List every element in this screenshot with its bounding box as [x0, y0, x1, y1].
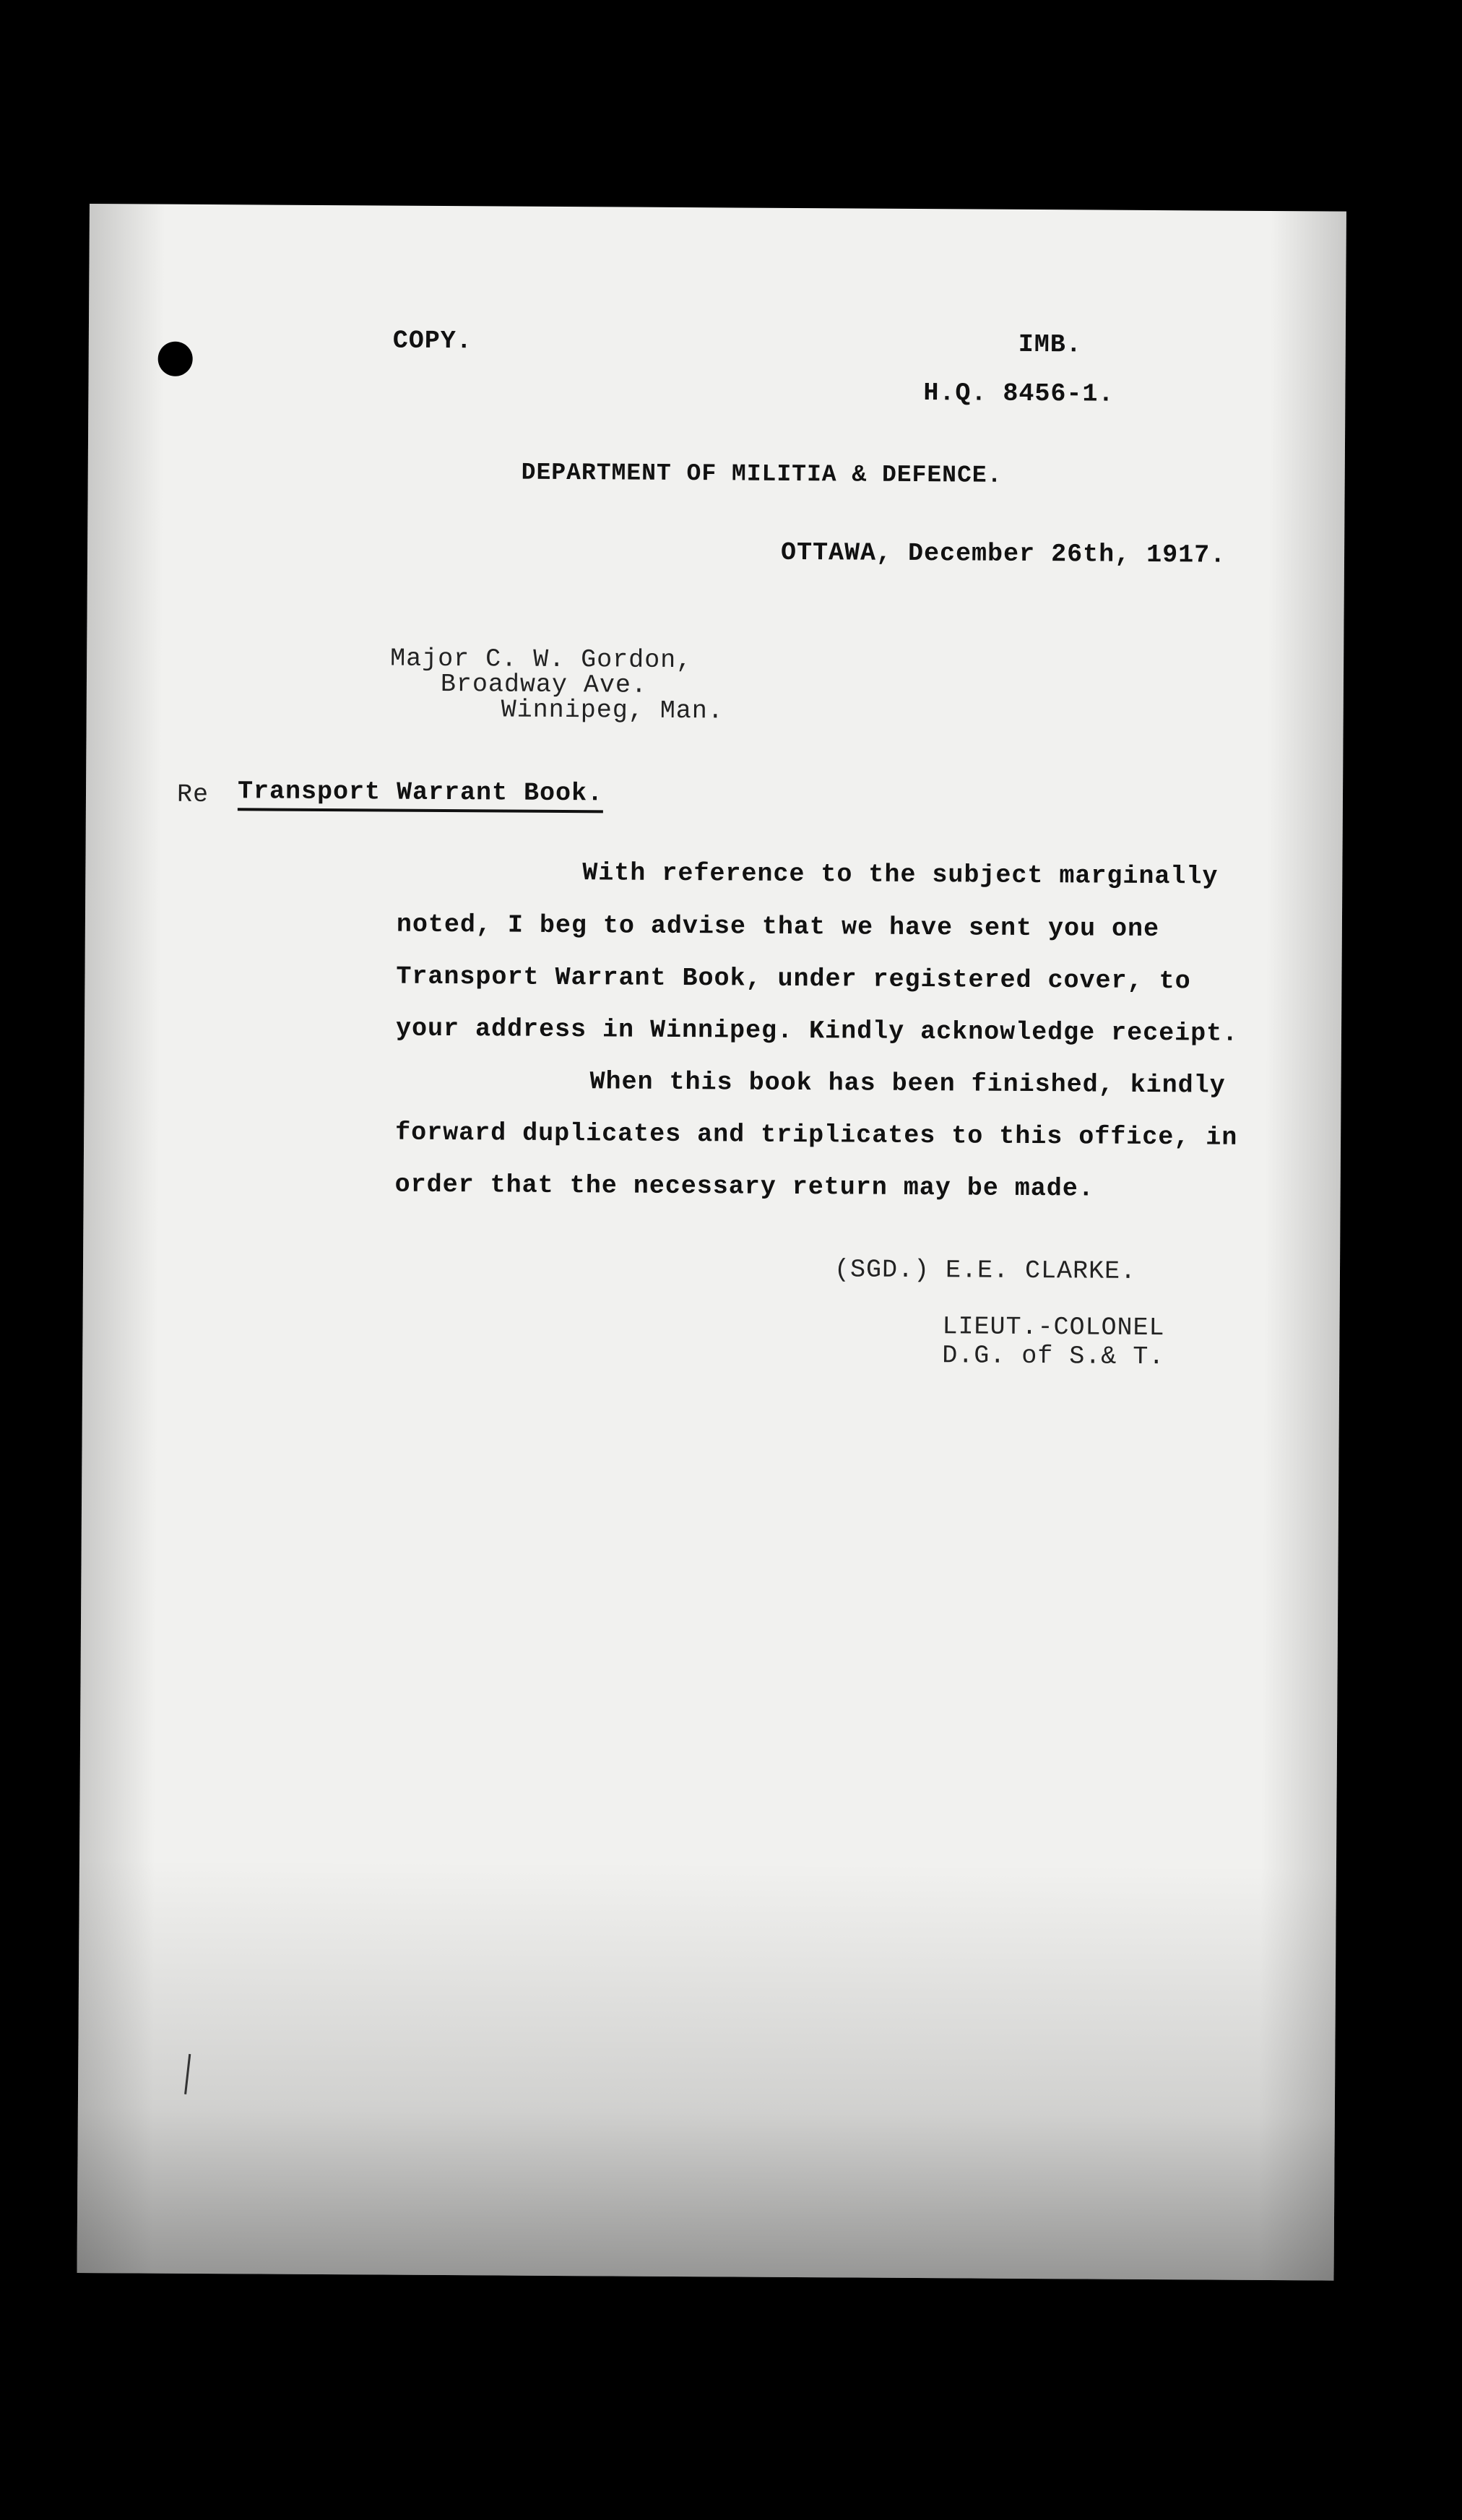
letter-page: [77, 204, 1346, 2281]
copy-label: COPY.: [392, 326, 473, 356]
signature-office: D.G. of S.& T.: [942, 1341, 1165, 1372]
recipient-street: Broadway Ave.: [440, 669, 648, 700]
body-line-6: forward duplicates and triplicates to this office, in: [395, 1118, 1238, 1152]
file-reference: H.Q. 8456-1.: [923, 379, 1115, 409]
punch-hole: [158, 342, 193, 376]
body-line-4: your address in Winnipeg. Kindly acknowledge receipt.: [395, 1014, 1239, 1048]
signature-rank: LIEUT.-COLONEL: [942, 1312, 1165, 1343]
subject-title-text: Transport Warrant Book.: [238, 777, 603, 813]
stray-pen-mark: [184, 2054, 191, 2094]
signature-line: (SGD.) E.E. CLARKE.: [834, 1255, 1137, 1286]
dateline: OTTAWA, December 26th, 1917.: [780, 538, 1227, 570]
department-heading: DEPARTMENT OF MILITIA & DEFENCE.: [521, 459, 1003, 489]
recipient-city: Winnipeg, Man.: [501, 695, 724, 726]
initials: IMB.: [1018, 329, 1082, 360]
subject-title: [238, 779, 603, 806]
body-line-5: When this book has been finished, kindly: [589, 1067, 1226, 1100]
body-line-1: With reference to the subject marginally: [582, 858, 1219, 892]
body-line-7: order that the necessary return may be made.: [394, 1170, 1094, 1204]
recipient-name: Major C. W. Gordon,: [390, 644, 693, 676]
body-line-3: Transport Warrant Book, under registered cover, to: [396, 962, 1191, 996]
body-line-2: noted, I beg to advise that we have sent you one: [396, 910, 1160, 944]
subject-label: Re: [176, 780, 209, 810]
